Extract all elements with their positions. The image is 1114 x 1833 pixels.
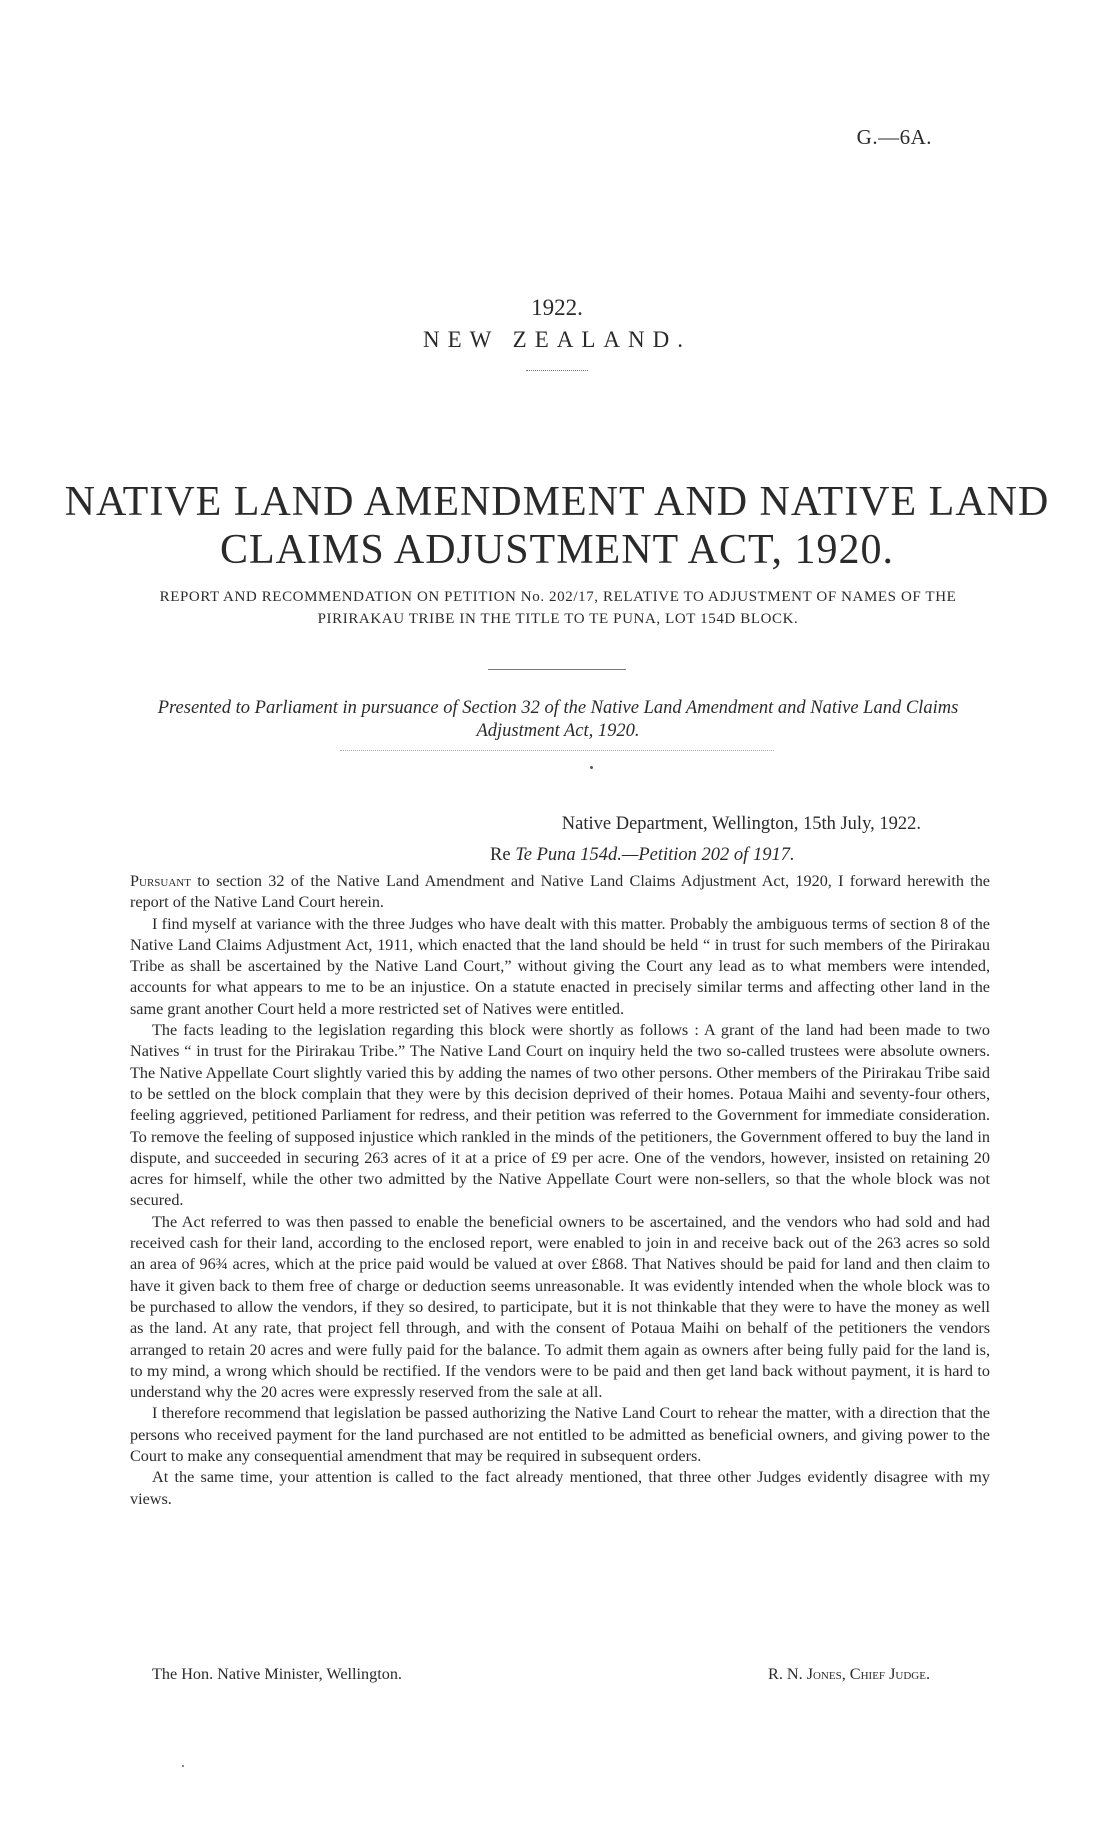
year-heading: 1922. xyxy=(531,295,583,320)
paragraph-6: At the same time, your attention is called to the fact already mentioned, that three other Judges evidently disagree with my views. xyxy=(130,1468,990,1508)
subject-prefix: Re xyxy=(490,845,511,865)
paragraph-5: I therefore recommend that legislation be passed authorizing the Native Land Court to rehear the matter, with a direction that the persons who received payment for the land purchased are not entitled to be admitted as beneficial owners, and giving power to the Court to make any consequential amendment that may be required in subsequent orders. xyxy=(130,1404,990,1466)
divider-dotted xyxy=(340,750,774,751)
title-line-2: CLAIMS ADJUSTMENT ACT, 1920. xyxy=(219,527,895,573)
letter-dateline: Native Department, Wellington, 15th July, 1922. xyxy=(561,814,921,834)
signature: R. N. Jones, Chief Judge. xyxy=(768,1665,930,1683)
subject-text: Te Puna 154d.—Petition 202 of 1917. xyxy=(515,845,795,865)
title-line-1: NATIVE LAND AMENDMENT AND NATIVE LAND xyxy=(64,479,1050,525)
paragraph-4: The Act referred to was then passed to enable the beneficial owners to be ascertained, and the vendors who had sold and had received cash for their land, according to the enclosed report, were enabled to join in and receive back out of the 263 acres so sold an area of 96¾ acres, which at the price paid would be valued at over £868. That Natives should be paid for land and then claim to have it given back to them free of charge or deduction seems unreasonable. It was evidently intended when the whole block was to be purchased to allow the vendors, if they so desired, to participate, but it is not thinkable that they were to have the money as well as the land. At any rate, that project fell through, and with the consent of Potaua Maihi on behalf of the petitioners the vendors arranged to retain 20 acres and were fully paid for the balance. To admit them again as owners after being fully paid for the land is, to my mind, a wrong which should be rectified. If the vendors were to be paid and then get land back without payment, it is hard to understand why the 20 acres were expressly reserved from the sale at all. xyxy=(130,1212,990,1402)
divider-long xyxy=(488,669,626,670)
country-heading: NEW ZEALAND. xyxy=(422,327,692,352)
ornament-dot xyxy=(590,766,593,769)
document-subtitle: REPORT AND RECOMMENDATION ON PETITION No. 202/17, RELATIVE TO ADJUSTMENT OF NAMES OF THE PIRIRAKAU TRIBE IN THE TITLE TO TE PUNA, LOT 154D BLOCK. xyxy=(159,589,957,627)
opening-word: Pursuant xyxy=(130,872,191,890)
stray-mark xyxy=(182,1765,184,1767)
document-reference: G.—6A. xyxy=(856,125,932,149)
paragraph-1-text: to section 32 of the Native Land Amendment and Native Land Claims Adjustment Act, 1920, I forward herewith the report of the Native Land Court herein. xyxy=(130,872,990,912)
paragraph-3: The facts leading to the legislation regarding this block were shortly as follows : A grant of the land had been made to two Natives “ in trust for the Pirirakau Tribe.” The Native Land Court on inquiry held the two so-called trustees were absolute owners. The Native Appellate Court slightly varied this by adding the names of two other persons. Other members of the Pirirakau Tribe said to be settled on the block complain that they were by this decision deprived of their homes. Potaua Maihi and seventy-four others, feeling aggrieved, petitioned Parliament for redress, and their petition was referred to the Government for immediate consideration. To remove the feeling of supposed injustice which rankled in the minds of the petitioners, the Government offered to buy the land in dispute, and succeeded in securing 263 acres of it at a price of £9 per acre. One of the vendors, however, insisted on retaining 20 acres for himself, while the other two admitted by the Native Appellate Court were non-sellers, so that the whole block was not secured. xyxy=(130,1021,990,1210)
paragraph-2: I find myself at variance with the three Judges who have dealt with this matter. Probably the ambiguous terms of section 8 of the Native Land Claims Adjustment Act, 1911, which enacted that the land should be held “ in trust for such members of the Pirirakau Tribe as shall be ascertained by the Native Land Court,” without giving the Court any lead as to what members were intended, accounts for what appears to me to be an injustice. On a statute enacted in precisely similar terms and affecting other land in the same grant another Court held a more restricted set of Natives were entitled. xyxy=(130,914,990,1018)
letter-body xyxy=(130,871,990,1510)
addressee: The Hon. Native Minister, Wellington. xyxy=(152,1665,402,1683)
presented-note: Presented to Parliament in pursuance of Section 32 of the Native Land Amendment and Native Land Claims Adjustment Act, 1920. xyxy=(157,698,959,741)
paragraph-1 xyxy=(130,871,990,914)
document-title xyxy=(60,478,1054,574)
letter-subject xyxy=(490,845,795,866)
divider-short xyxy=(526,370,588,371)
